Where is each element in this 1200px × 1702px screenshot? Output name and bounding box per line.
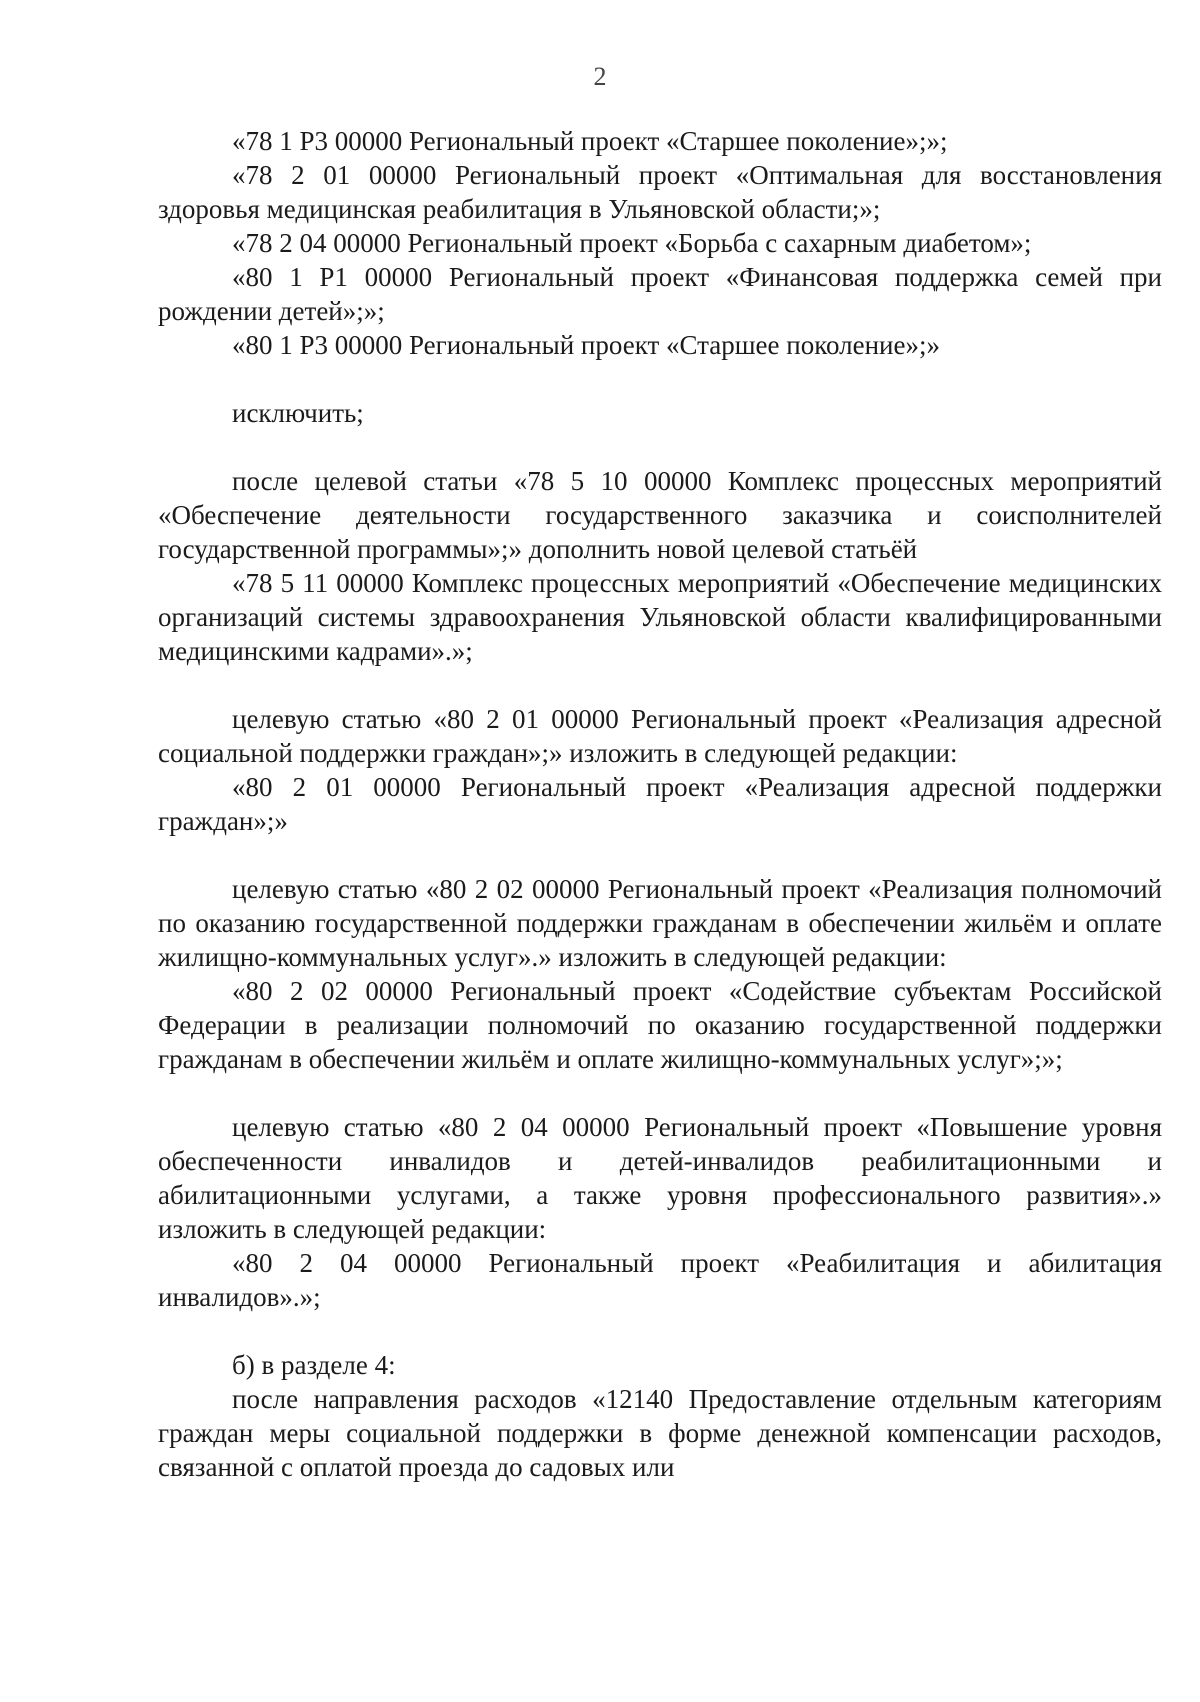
paragraph-14: «80 2 04 00000 Региональный проект «Реабилитация и абилитация инвалидов».»; — [158, 1248, 1162, 1312]
paragraph-3: «78 2 04 00000 Региональный проект «Борьба с сахарным диабетом»; — [232, 228, 1032, 258]
paragraph-12: «80 2 02 00000 Региональный проект «Содействие субъектам Российской Федерации в реализации полномочий по оказанию государственной поддержки гражданам в обеспечении жильём и оплате жилищно-коммунальных услуг»;»; — [158, 976, 1162, 1074]
paragraph-16: после направления расходов «12140 Предоставление отдельным категориям граждан меры социальной поддержки в форме денежной компенсации расходов, связанной с оплатой проезда до садовых или — [158, 1384, 1162, 1482]
paragraph-1: «78 1 Р3 00000 Региональный проект «Старшее поколение»;»; — [232, 126, 948, 156]
paragraph-9: целевую статью «80 2 01 00000 Региональный проект «Реализация адресной социальной поддержки граждан»;» изложить в следующей редакции: — [158, 704, 1162, 768]
document-body — [158, 124, 1162, 1484]
paragraph-8: «78 5 11 00000 Комплекс процессных мероприятий «Обеспечение медицинских организаций системы здравоохранения Ульяновской области квалифицированными медицинскими кадрами».»; — [158, 568, 1162, 666]
paragraph-13: целевую статью «80 2 04 00000 Региональный проект «Повышение уровня обеспеченности инвалидов и детей-инвалидов реабилитационными и абилитационными услугами, а также уровня профессионального развития».» изложить в следующей редакции: — [158, 1112, 1162, 1244]
page-number: 2 — [593, 62, 607, 91]
paragraph-7: после целевой статьи «78 5 10 00000 Комплекс процессных мероприятий «Обеспечение деятельности государственного заказчика и соисполнителей государственной программы»;» дополнить новой целевой статьёй — [158, 466, 1162, 564]
paragraph-5: «80 1 Р3 00000 Региональный проект «Старшее поколение»;» — [232, 330, 940, 360]
paragraph-11: целевую статью «80 2 02 00000 Региональный проект «Реализация полномочий по оказанию государственной поддержки гражданам в обеспечении жильём и оплате жилищно-коммунальных услуг».» изложить в следующей редакции: — [158, 874, 1162, 972]
paragraph-10: «80 2 01 00000 Региональный проект «Реализация адресной поддержки граждан»;» — [158, 772, 1162, 836]
paragraph-exclude: исключить; — [232, 398, 364, 428]
paragraph-section-b: б) в разделе 4: — [232, 1350, 396, 1380]
paragraph-4: «80 1 Р1 00000 Региональный проект «Финансовая поддержка семей при рождении детей»;»; — [158, 262, 1162, 326]
paragraph-2: «78 2 01 00000 Региональный проект «Оптимальная для восстановления здоровья медицинская реабилитация в Ульяновской области;»; — [158, 160, 1162, 224]
